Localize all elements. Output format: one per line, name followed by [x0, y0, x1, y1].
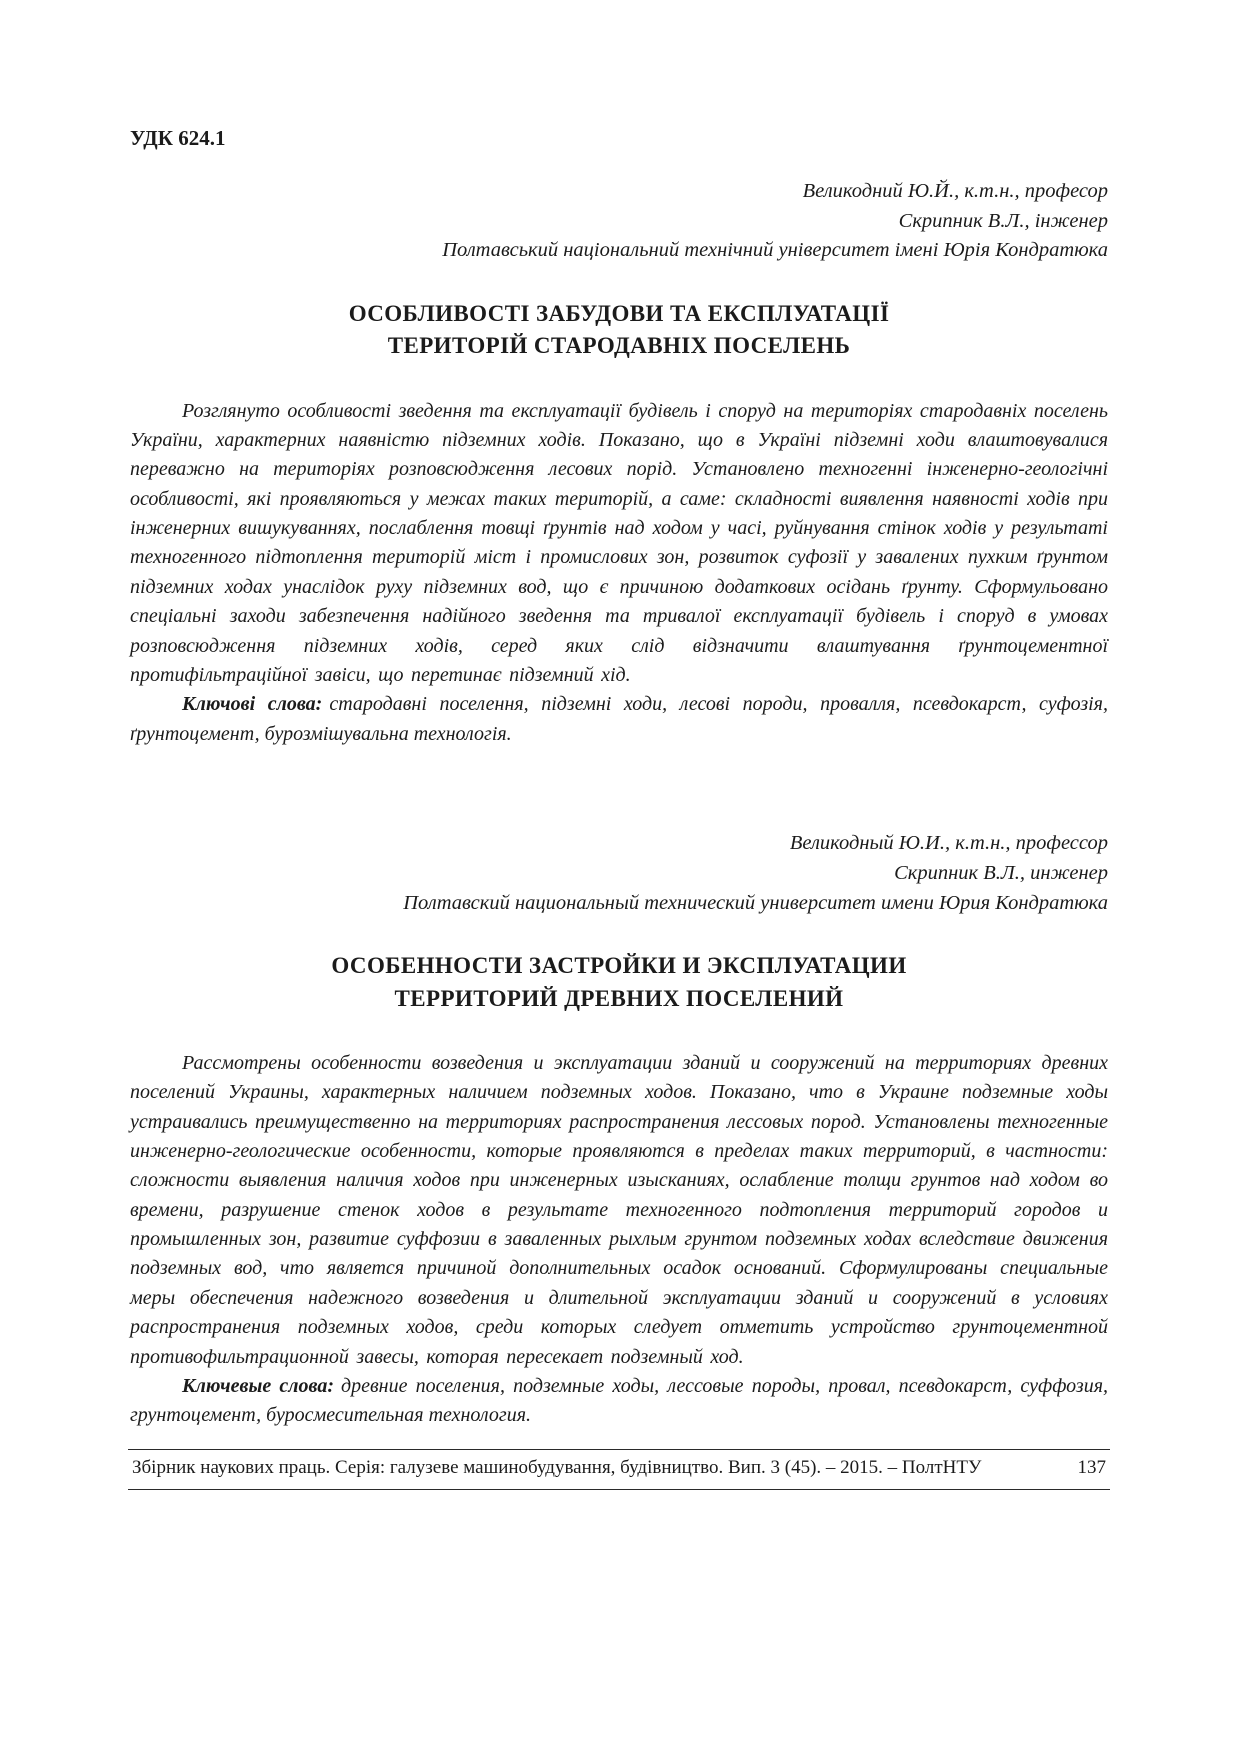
paper-title-ua-line1: ОСОБЛИВОСТІ ЗАБУДОВИ ТА ЕКСПЛУАТАЦІЇ: [348, 301, 890, 327]
affiliation-ua: Полтавський національний технічний університет імені Юрія Кондратюка: [442, 239, 1108, 262]
paper-title-ua-line2: ТЕРИТОРІЙ СТАРОДАВНІХ ПОСЕЛЕНЬ: [387, 333, 851, 359]
keywords-text-ua: стародавні поселення, підземні ходи, лесові породи, провалля, псевдокарст, суфозія, ґрунтоцемент, бурозмішувальна технологія.: [130, 693, 1108, 745]
section-divider-gap: [130, 749, 1108, 829]
paper-title-ru-line1: ОСОБЕННОСТИ ЗАСТРОЙКИ И ЭКСПЛУАТАЦИИ: [331, 953, 907, 979]
paper-title-ru: [130, 950, 1108, 1014]
keywords-label-ru: Ключевые слова:: [182, 1375, 334, 1398]
abstract-ua: Розглянуто особливості зведення та експлуатації будівель і споруд на територіях стародавніх поселень України, характерних наявністю підземних ходів. Показано, що в Україні підземні ходи влаштовувалися переважно на територіях розповсюдження лесових порід. Установлено техногенні інженерно-геологічні особливості, які проявляються у межах таких територій, а саме: складності виявлення наявності ходів при інженерних вишукуваннях, послаблення товщі ґрунтів над ходом у часі, руйнування стінок ходів у результаті техногенного підтоплення територій міст і промислових зон, розвиток суфозії у завалених пухким ґрунтом підземних ходах унаслідок руху підземних вод, що є причиною додаткових осідань ґрунту. Сформульовано спеціальні заходи забезпечення надійного зведення та тривалої експлуатації будівель і споруд в умовах розповсюдження підземних ходів, серед яких слід відзначити влаштування ґрунтоцементної протифільтраційної завіси, що перетинає підземний хід.: [130, 399, 1108, 687]
keywords-ua: [130, 690, 1108, 749]
keywords-text-ru: древние поселения, подземные ходы, лессовые породы, провал, псевдокарст, суффозия, грунтоцемент, буросмесительная технология.: [130, 1375, 1109, 1427]
paper-title-ua: [130, 298, 1108, 362]
author-line-ua-2: Скрипник В.Л., інженер: [898, 209, 1108, 232]
author-line-ru-1: Великодный Ю.И., к.т.н., профессор: [789, 832, 1108, 855]
footer-journal-info: Збірник наукових праць. Серія: галузеве машинобудування, будівництво. Вип. 3 (45). – 2015. – ПолтНТУ: [132, 1457, 982, 1478]
affiliation-ru: Полтавский национальный технический университет имени Юрия Кондратюка: [403, 891, 1108, 914]
author-line-ru-2: Скрипник В.Л., инженер: [894, 861, 1108, 884]
page-footer: [128, 1449, 1110, 1490]
footer-page-number: 137: [1077, 1457, 1106, 1478]
abstract-ru: Рассмотрены особенности возведения и эксплуатации зданий и сооружений на территориях древних поселений Украины, характерных наличием подземных ходов. Показано, что в Украине подземные ходы устраивались преимущественно на территориях распространения лессовых пород. Установлены техногенные инженерно-геологические особенности, которые проявляются в пределах таких территорий, в частности: сложности выявления наличия ходов при инженерных изысканиях, ослабление толщи грунтов над ходом во времени, разрушение стенок ходов в результате техногенного подтопления территорий городов и промышленных зон, развитие суффозии в заваленных рыхлым грунтом подземных ходах вследствие движения подземных вод, что является причиной дополнительных осадок оснований. Сформулированы специальные меры обеспечения надежного возведения и длительной эксплуатации зданий и сооружений в условиях распространения подземных ходов, среди которых следует отметить устройство грунтоцементной противофильтрационной завесы, которая пересекает подземный ход.: [130, 1051, 1108, 1368]
keywords-label-ua: Ключові слова:: [182, 693, 323, 716]
udc-code: УДК 624.1: [130, 126, 226, 150]
authors-block-ru: [130, 829, 1108, 918]
authors-block-ua: [130, 177, 1108, 266]
keywords-ru: [130, 1372, 1108, 1431]
author-line-ua-1: Великодний Ю.Й., к.т.н., професор: [802, 180, 1108, 202]
paper-title-ru-line2: ТЕРРИТОРИЙ ДРЕВНИХ ПОСЕЛЕНИЙ: [394, 985, 844, 1011]
